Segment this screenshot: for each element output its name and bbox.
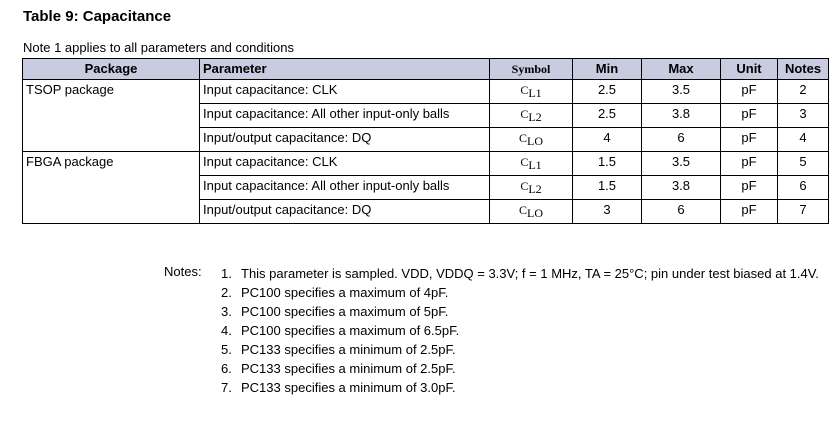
parameter-cell: Input/output capacitance: DQ: [200, 200, 490, 224]
note-text: PC133 specifies a minimum of 2.5pF.: [241, 361, 456, 376]
header-unit: Unit: [721, 59, 778, 80]
symbol-cell: [490, 152, 573, 176]
symbol-letter: C: [520, 83, 529, 97]
symbol-cell: [490, 176, 573, 200]
header-symbol: Symbol: [490, 59, 573, 80]
note-item: [221, 378, 821, 397]
note-number: 5.: [221, 342, 232, 357]
max-cell: 3.5: [642, 152, 721, 176]
unit-cell: pF: [721, 128, 778, 152]
max-cell: 6: [642, 200, 721, 224]
symbol-letter: C: [518, 131, 527, 145]
symbol-cell: [490, 128, 573, 152]
note-text: PC133 specifies a minimum of 3.0pF.: [241, 380, 456, 395]
capacitance-table: [22, 58, 829, 224]
table-row: [23, 80, 829, 104]
max-cell: 3.8: [642, 176, 721, 200]
symbol-subscript: LO: [527, 134, 543, 148]
notes-cell: 3: [778, 104, 829, 128]
symbol-cell: [490, 104, 573, 128]
symbol-cell: [490, 80, 573, 104]
unit-cell: pF: [721, 200, 778, 224]
header-notes: Notes: [778, 59, 829, 80]
max-cell: 3.8: [642, 104, 721, 128]
package-cell: TSOP package: [23, 80, 200, 152]
parameter-cell: Input capacitance: CLK: [200, 152, 490, 176]
note-item: [221, 264, 821, 283]
unit-cell: pF: [721, 176, 778, 200]
note-number: 4.: [221, 323, 232, 338]
table-title: Table 9: Capacitance: [23, 8, 172, 25]
table-row: [23, 152, 829, 176]
note-item: [221, 283, 821, 302]
parameter-cell: Input capacitance: All other input-only balls: [200, 104, 490, 128]
notes-cell: 7: [778, 200, 829, 224]
note-number: 2.: [221, 285, 232, 300]
note-text: PC100 specifies a maximum of 4pF.: [241, 285, 449, 300]
note-number: 7.: [221, 380, 232, 395]
unit-cell: pF: [721, 104, 778, 128]
min-cell: 2.5: [573, 80, 642, 104]
symbol-letter: C: [520, 107, 529, 121]
min-cell: 3: [573, 200, 642, 224]
notes-cell: 5: [778, 152, 829, 176]
notes-cell: 6: [778, 176, 829, 200]
parameter-cell: Input/output capacitance: DQ: [200, 128, 490, 152]
min-cell: 2.5: [573, 104, 642, 128]
notes-label: Notes:: [164, 264, 202, 279]
header-package: Package: [23, 59, 200, 80]
symbol-subscript: LO: [527, 206, 543, 220]
unit-cell: pF: [721, 152, 778, 176]
note-number: 1.: [221, 266, 232, 281]
note-text: PC133 specifies a minimum of 2.5pF.: [241, 342, 456, 357]
notes-cell: 4: [778, 128, 829, 152]
header-row: [23, 59, 829, 80]
symbol-cell: [490, 200, 573, 224]
symbol-letter: C: [520, 155, 529, 169]
note-text: PC100 specifies a maximum of 5pF.: [241, 304, 449, 319]
symbol-letter: C: [518, 203, 527, 217]
header-parameter: Parameter: [200, 59, 490, 80]
note-item: [221, 340, 821, 359]
symbol-subscript: L1: [528, 86, 542, 100]
note-text: PC100 specifies a maximum of 6.5pF.: [241, 323, 460, 338]
unit-cell: pF: [721, 80, 778, 104]
parameter-cell: Input capacitance: CLK: [200, 80, 490, 104]
note-item: [221, 321, 821, 340]
note-text: This parameter is sampled. VDD, VDDQ = 3.3V; f = 1 MHz, TA = 25°C; pin under test biased at 1.4V.: [241, 266, 819, 281]
symbol-letter: C: [520, 179, 529, 193]
notes-cell: 2: [778, 80, 829, 104]
parameter-cell: Input capacitance: All other input-only balls: [200, 176, 490, 200]
symbol-subscript: L1: [528, 158, 542, 172]
note-number: 3.: [221, 304, 232, 319]
note-item: [221, 302, 821, 321]
max-cell: 6: [642, 128, 721, 152]
package-cell: FBGA package: [23, 152, 200, 224]
min-cell: 1.5: [573, 152, 642, 176]
note-item: [221, 359, 821, 378]
table-note-line: Note 1 applies to all parameters and conditions: [23, 40, 294, 55]
note-number: 6.: [221, 361, 232, 376]
header-max: Max: [642, 59, 721, 80]
notes-list: [221, 264, 821, 397]
symbol-subscript: L2: [528, 182, 542, 196]
min-cell: 4: [573, 128, 642, 152]
max-cell: 3.5: [642, 80, 721, 104]
symbol-subscript: L2: [528, 110, 542, 124]
header-min: Min: [573, 59, 642, 80]
min-cell: 1.5: [573, 176, 642, 200]
